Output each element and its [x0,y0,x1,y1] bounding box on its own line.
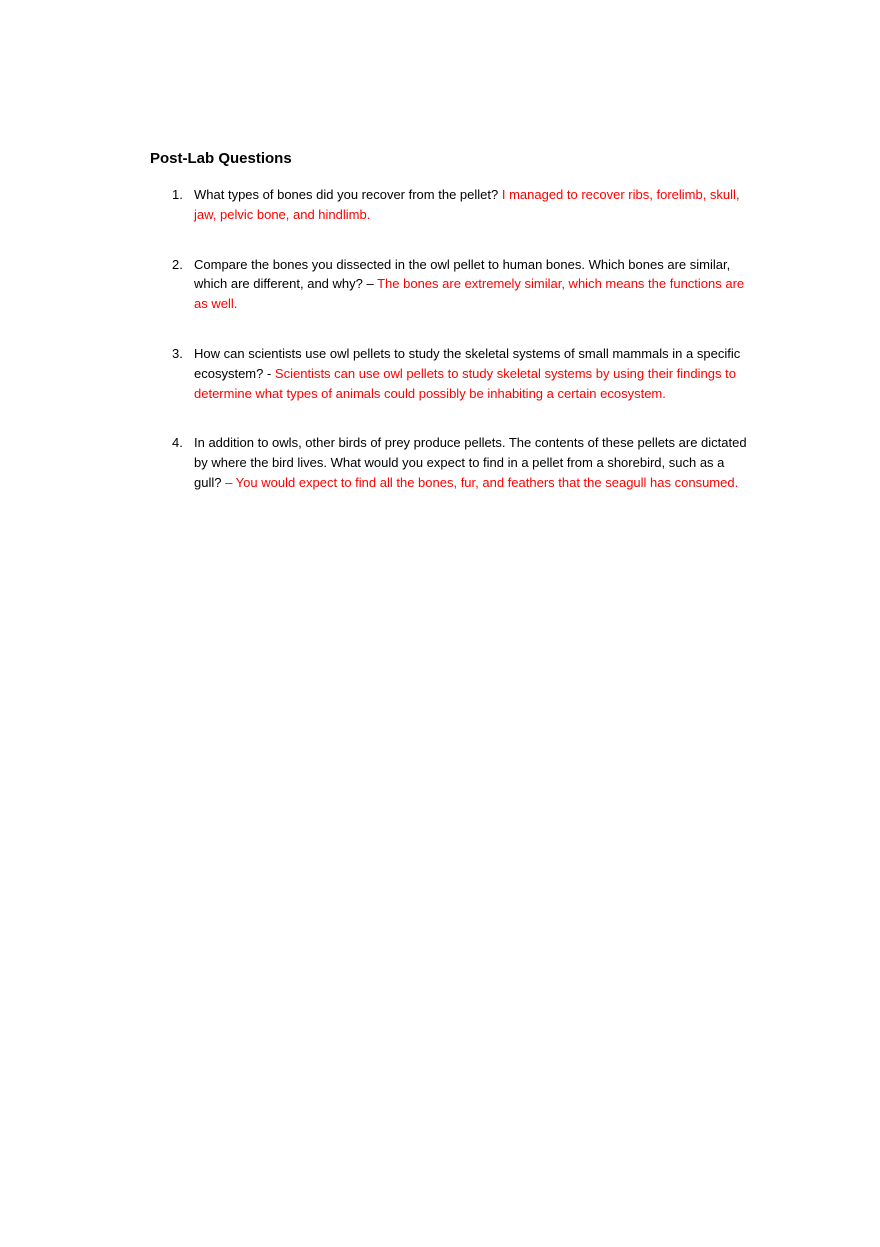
question-text: How can scientists use owl pellets to study the skeletal systems of small mammals in a specific ecosystem? - [194,345,741,381]
question-item [150,433,750,492]
question-text: Compare the bones you dissected in the owl pellet to human bones. Which bones are similar, which are different, and why? – [194,256,731,292]
page-title: Post-Lab Questions [150,150,292,167]
question-item [150,255,750,314]
question-text: In addition to owls, other birds of prey produce pellets. The contents of these pellets are dictated by where the bird lives. What would you expect to find in a pellet from a shorebird, such as a gull? [194,435,747,490]
question-text: What types of bones did you recover from the pellet? [194,187,502,202]
question-item [150,344,750,403]
answer-text: Scientists can use owl pellets to study skeletal systems by using their findings to determine what types of animals could possibly be inhabiting a certain ecosystem. [194,365,736,401]
answer-text: – You would expect to find all the bones, fur, and feathers that the seagull has consumed. [225,474,739,490]
question-number: 4. [172,435,183,451]
question-number: 3. [172,345,183,361]
question-list [150,185,750,493]
answer-text: The bones are extremely similar, which means the functions are as well. [194,276,745,312]
question-item [150,185,750,225]
question-number: 1. [172,187,183,202]
answer-text: I managed to recover ribs, forelimb, skull, jaw, pelvic bone, and hindlimb. [194,187,740,222]
question-number: 2. [172,256,183,272]
